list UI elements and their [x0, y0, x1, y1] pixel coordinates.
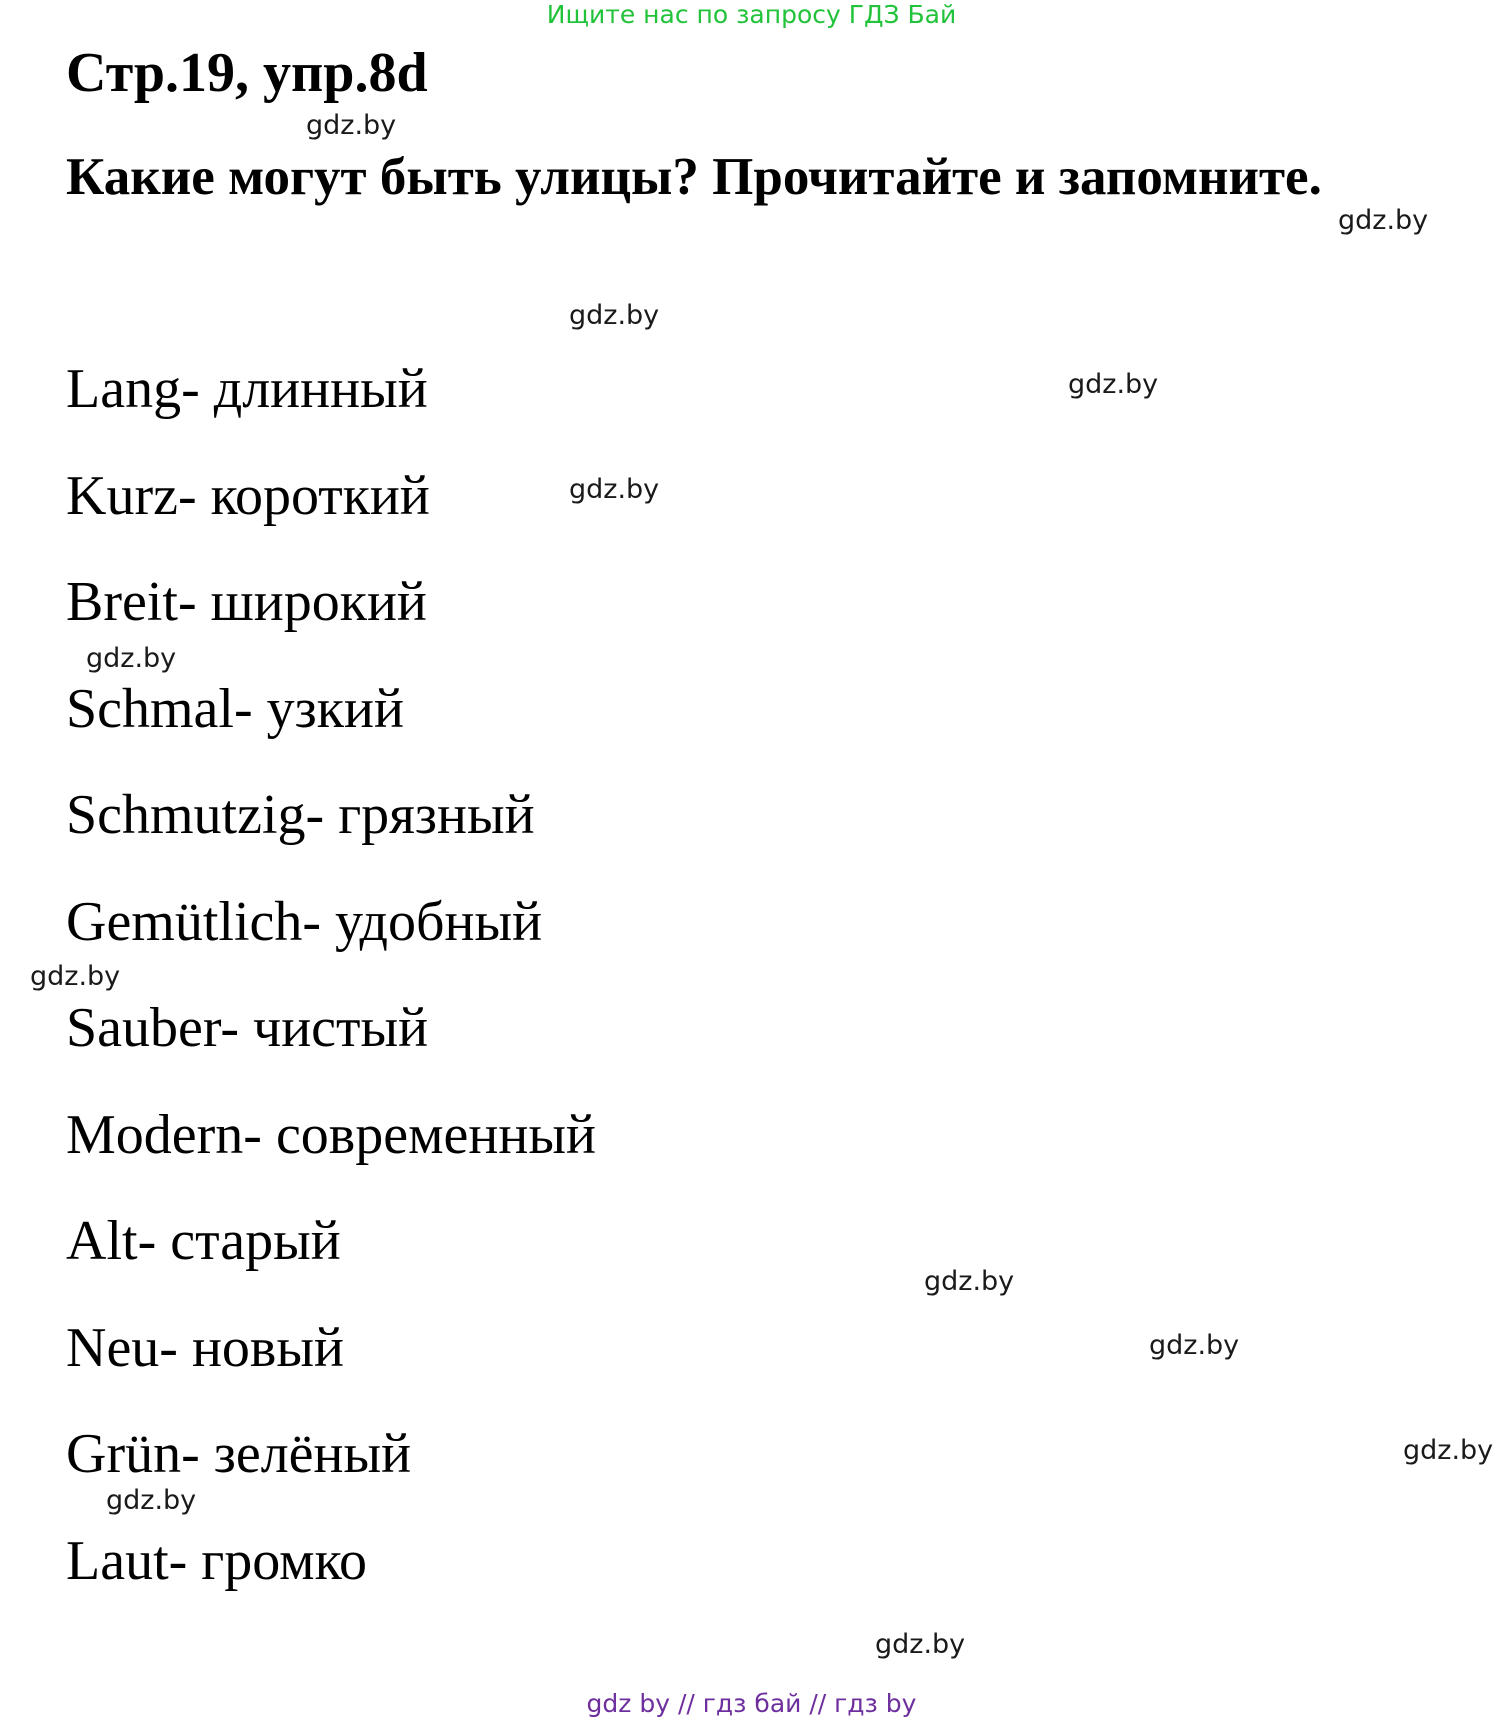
- watermark: gdz.by: [1338, 205, 1429, 236]
- watermark: gdz.by: [306, 110, 397, 141]
- vocab-word: Lang: [66, 358, 182, 420]
- vocab-translation: удобный: [335, 891, 543, 953]
- watermark: gdz.by: [1403, 1435, 1494, 1466]
- vocab-translation: чистый: [253, 997, 429, 1059]
- vocab-word: Sauber: [66, 997, 221, 1059]
- vocab-word: Schmutzig: [66, 784, 306, 846]
- watermark: gdz.by: [30, 961, 121, 992]
- vocab-item: Schmutzig- грязный: [66, 784, 535, 846]
- vocab-translation: широкий: [210, 571, 427, 633]
- vocab-translation: новый: [191, 1317, 344, 1379]
- vocab-translation: громко: [201, 1530, 367, 1592]
- vocab-word: Laut: [66, 1530, 169, 1592]
- vocab-item: Breit- широкий: [66, 571, 427, 633]
- vocab-word: Breit: [66, 571, 178, 633]
- vocab-item: Neu- новый: [66, 1317, 344, 1379]
- watermark: gdz.by: [106, 1485, 197, 1516]
- vocab-item: Lang- длинный: [66, 358, 428, 420]
- vocab-item: Grün- зелёный: [66, 1423, 412, 1485]
- vocab-translation: грязный: [338, 784, 535, 846]
- vocab-translation: старый: [170, 1210, 341, 1272]
- vocab-word: Gemütlich: [66, 891, 303, 953]
- watermark: gdz.by: [924, 1266, 1015, 1297]
- vocab-item: Schmal- узкий: [66, 678, 404, 740]
- vocab-word: Alt: [66, 1210, 138, 1272]
- task-title: Какие могут быть улицы? Прочитайте и запомните.: [66, 148, 1322, 206]
- vocab-translation: современный: [275, 1104, 596, 1166]
- vocab-item: Modern- современный: [66, 1104, 596, 1166]
- vocab-word: Kurz: [66, 465, 178, 527]
- vocab-item: Kurz- короткий: [66, 465, 430, 527]
- watermark: gdz.by: [1068, 369, 1159, 400]
- watermark: gdz.by: [86, 643, 177, 674]
- watermark: gdz.by: [569, 300, 660, 331]
- vocab-item: Laut- громко: [66, 1530, 367, 1592]
- page-title: Стр.19, упр.8d: [66, 42, 428, 104]
- footer-links: gdz by // гдз бай // гдз by: [586, 1689, 917, 1718]
- vocab-word: Neu: [66, 1317, 160, 1379]
- watermark: gdz.by: [875, 1629, 966, 1660]
- vocab-translation: длинный: [213, 358, 428, 420]
- vocab-translation: зелёный: [213, 1423, 412, 1485]
- top-banner: Ищите нас по запросу ГДЗ Бай: [546, 0, 957, 29]
- vocab-translation: короткий: [210, 465, 430, 527]
- vocab-word: Modern: [66, 1104, 244, 1166]
- vocab-item: Alt- старый: [66, 1210, 341, 1272]
- vocab-item: Sauber- чистый: [66, 997, 429, 1059]
- watermark: gdz.by: [1149, 1330, 1240, 1361]
- watermark: gdz.by: [569, 474, 660, 505]
- vocab-word: Schmal: [66, 678, 234, 740]
- vocab-word: Grün: [66, 1423, 182, 1485]
- vocab-item: Gemütlich- удобный: [66, 891, 543, 953]
- vocab-translation: узкий: [266, 678, 404, 740]
